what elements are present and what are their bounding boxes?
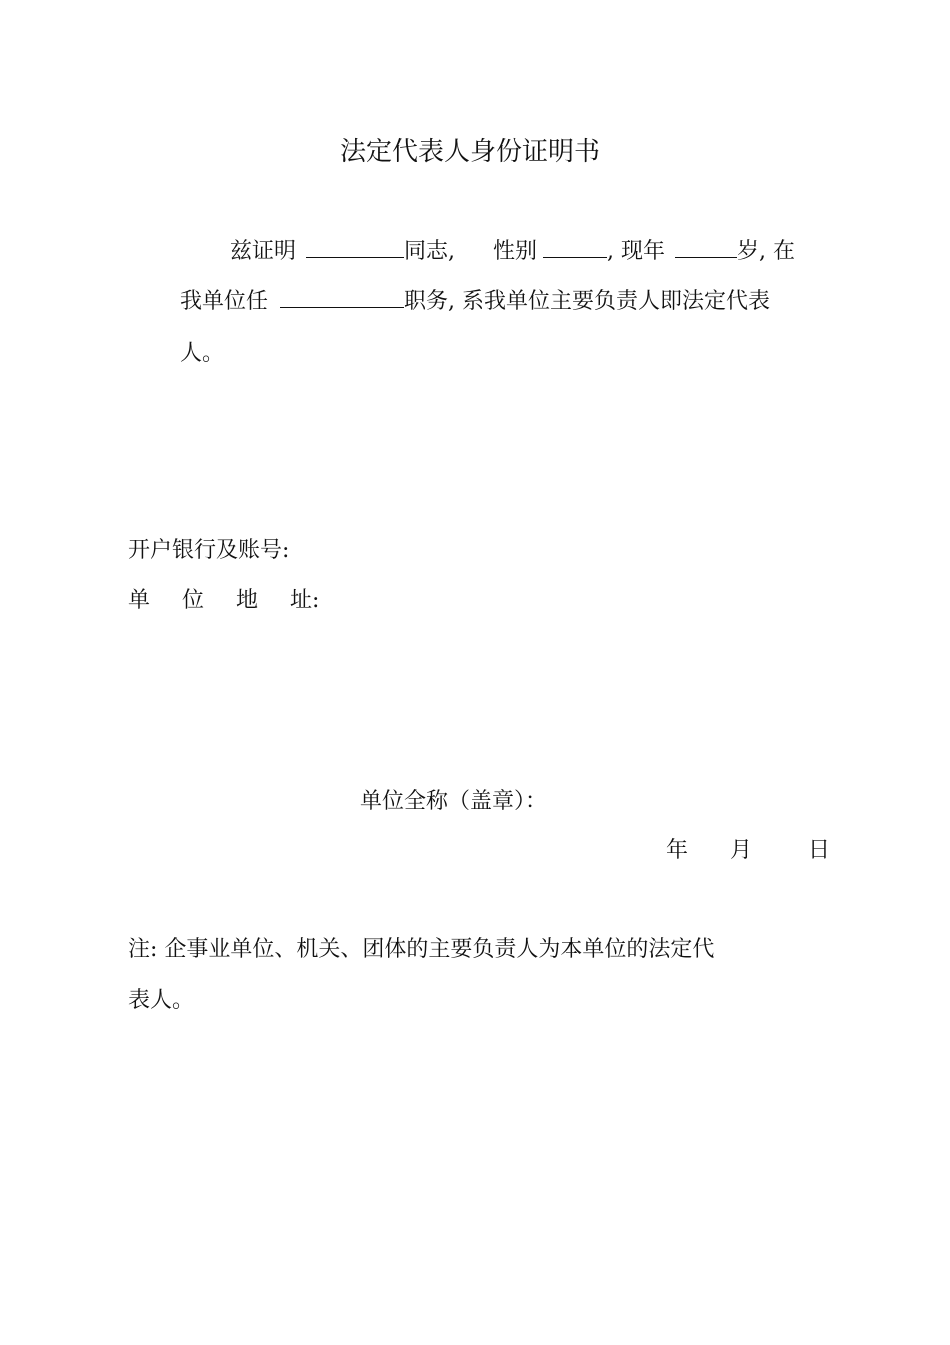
note-line-1: 注: 企事业单位、机关、团体的主要负责人为本单位的法定代 <box>128 937 715 962</box>
paragraph-line-1 <box>230 237 795 267</box>
duty-text: 职务, 系我单位主要负责人即法定代表 <box>404 289 771 314</box>
age-blank[interactable] <box>675 237 737 258</box>
gender-blank[interactable] <box>543 237 607 258</box>
position-blank[interactable] <box>280 287 404 308</box>
date-day: 日 <box>808 838 831 863</box>
age-unit-text: 岁, 在 <box>737 239 796 264</box>
name-blank[interactable] <box>306 237 404 258</box>
date-month: 月 <box>730 838 753 863</box>
gender-label: 性别 <box>493 239 538 264</box>
bank-account-label: 开户银行及账号: <box>128 538 290 563</box>
comrade-text: 同志, <box>404 239 456 264</box>
document-title: 法定代表人身份证明书 <box>339 137 600 167</box>
address-label: 单 位 地 址: <box>128 588 320 613</box>
certify-text: 兹证明 <box>230 239 297 264</box>
age-label: , 现年 <box>607 239 666 264</box>
note-line-2: 表人。 <box>128 988 195 1013</box>
paragraph-line-3: 人。 <box>180 341 225 366</box>
date-year: 年 <box>666 838 689 863</box>
org-name-seal-label: 单位全称（盖章）： <box>360 789 548 814</box>
paragraph-line-2 <box>180 287 770 317</box>
position-label: 我单位任 <box>180 289 269 314</box>
